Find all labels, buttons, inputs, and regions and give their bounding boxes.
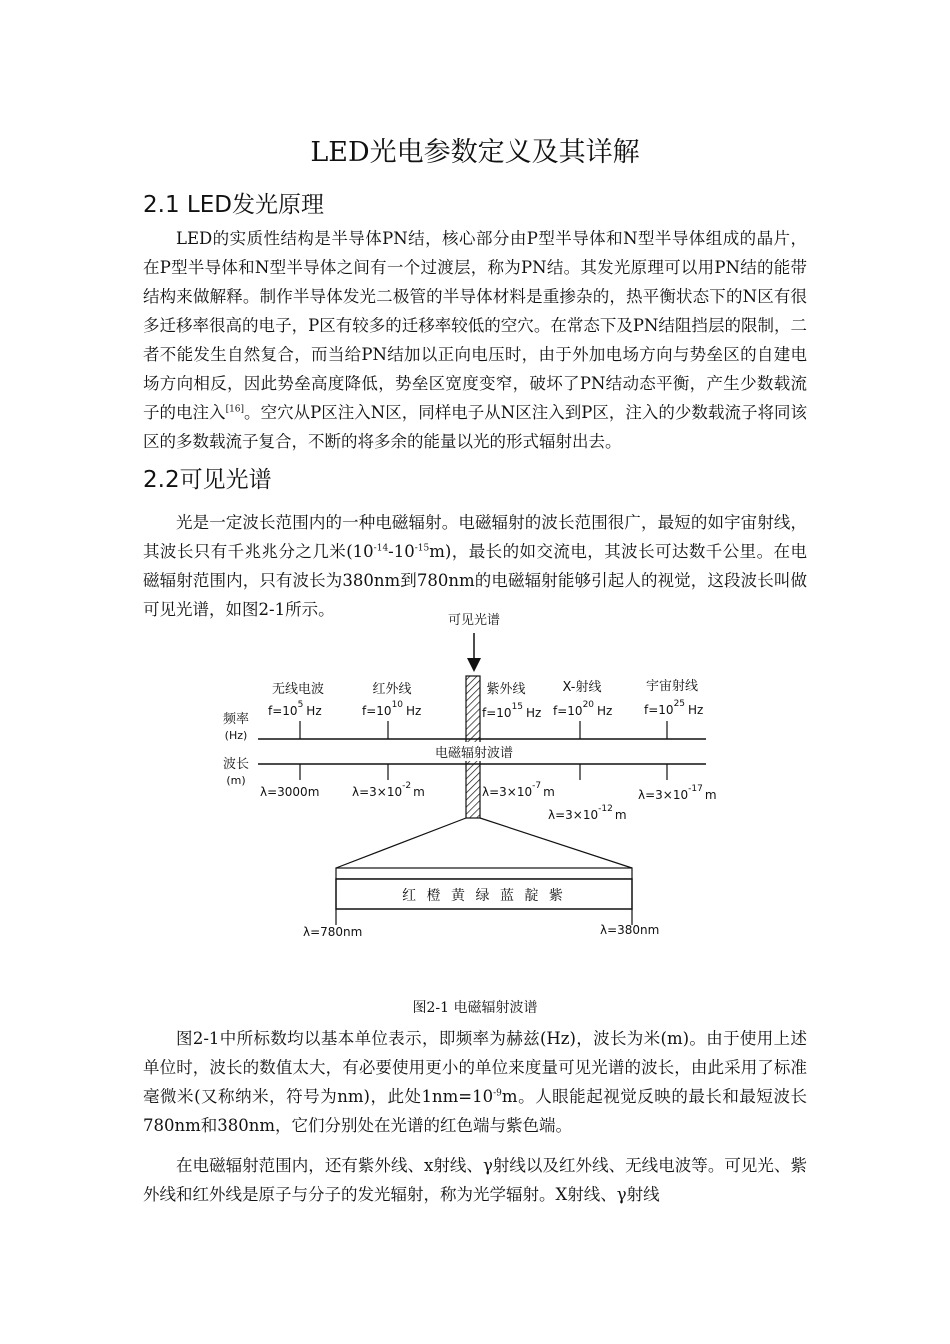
zoom-line-left: [336, 818, 466, 868]
paragraph-text: 图2-1中所标数均以基本单位表示，即频率为赫兹(Hz)，波长为米(m)。由于使用上述单位时，波长的数值太大，有必要使用更小的单位来度量可见光谱的波长，由此采用了标准毫微米(又称纳米，符号为nm)，此处1nm=10: [143, 1029, 807, 1106]
band-name-infrared: 红外线: [372, 682, 412, 697]
freq-label-xray: $f=10^{20}$ Hz: [553, 700, 613, 718]
zoom-line-right: [480, 818, 632, 868]
freq-axis-label: 频率: [222, 712, 250, 727]
band-name-radio: 无线电波: [271, 682, 325, 697]
visible-spectrum-label: 可见光谱: [447, 613, 501, 628]
band-name-cosmic: 宇宙射线: [645, 679, 699, 694]
wavelength-780-label: λ=780nm: [303, 925, 363, 939]
wave-label-xray: $\lambda=3\times 10^{-12}$ m: [548, 804, 627, 822]
exponent: -9: [493, 1088, 502, 1099]
wave-axis-label: 波长: [222, 757, 250, 772]
band-name-ultraviolet: 紫外线: [486, 682, 526, 697]
wave-label-radio: λ=3000m: [260, 785, 320, 799]
wave-label-ultraviolet: $\lambda=3\times 10^{-7}$ m: [482, 781, 555, 799]
section-heading-2-1: 2.1 LED发光原理: [143, 192, 324, 218]
paragraph-text: m)，最长的如交流电，其波长可达数千公里。在电磁辐射范围内，只有波长为380nm到780nm的电磁辐射能够引起人的视觉，这段波长叫做可见光谱，如图2-1所示。: [143, 542, 807, 619]
figure-caption: 图2-1 电磁辐射波谱: [412, 1000, 538, 1016]
freq-label-cosmic: $f=10^{25}$ Hz: [644, 699, 704, 717]
zoom-top-bar: [336, 868, 632, 879]
paragraph-text: m。人眼能起视觉反映的最长和最短波长780nm和380nm，它们分别处在光谱的红色端与紫色端。: [143, 1087, 807, 1135]
freq-label-infrared: $f=10^{10}$ Hz: [362, 700, 422, 718]
citation-ref: [16]: [225, 404, 245, 415]
exponent: -15: [414, 543, 430, 554]
paragraph-text: LED的实质性结构是半导体PN结，核心部分由P型半导体和N型半导体组成的晶片，在P型半导体和N型半导体之间有一个过渡层，称为PN结。其发光原理可以用PN结的能带结构来做解释。制作半导体发光二极管的半导体材料是重掺杂的，热平衡状态下的N区有很多迁移率很高的电子，P区有较多的迁移率较低的空穴。在常态下及PN结阻挡层的限制，二者不能发生自然复合，而当给PN结加以正向电压时，由于外加电场方向与势垒区的自建电场方向相反，因此势垒高度降低，势垒区宽度变窄，破坏了PN结动态平衡，产生少数载流子的电注入: [143, 229, 807, 422]
wave-axis-unit: (m): [226, 774, 246, 787]
arrow-head-icon: [467, 658, 481, 672]
color-sequence-label: 红 橙 黄 绿 蓝 靛 紫: [402, 888, 566, 904]
freq-axis-unit: (Hz): [224, 729, 248, 742]
band-name-xray: X-射线: [562, 680, 602, 695]
paragraph-text: -10: [388, 542, 415, 561]
band-title: 电磁辐射波谱: [434, 746, 514, 761]
wave-label-infrared: $\lambda=3\times 10^{-2}$ m: [352, 781, 425, 799]
paragraph-text: 光是一定波长范围内的一种电磁辐射。电磁辐射的波长范围很广，最短的如宇宙射线，其波长只有千兆兆分之几米(10: [143, 513, 807, 561]
page-title: LED光电参数定义及其详解: [310, 137, 640, 168]
paragraph-units: [143, 1024, 807, 1140]
freq-label-ultraviolet: $f=10^{15}$ Hz: [482, 702, 542, 720]
exponent: -14: [373, 543, 389, 554]
freq-label-radio: $f=10^5$ Hz: [268, 700, 322, 718]
paragraph-radiation-range: 在电磁辐射范围内，还有紫外线、x射线、γ射线以及红外线、无线电波等。可见光、紫外线和红外线是原子与分子的发光辐射，称为光学辐射。X射线、γ射线: [143, 1156, 807, 1204]
paragraph-text: 。空穴从P区注入N区，同样电子从N区注入到P区，注入的少数载流子将同该区的多数载流子复合，不断的将多余的能量以光的形式辐射出去。: [143, 403, 807, 451]
wave-label-cosmic: $\lambda=3\times 10^{-17}$ m: [638, 784, 717, 802]
section-heading-2-2: 2.2可见光谱: [143, 467, 272, 493]
wavelength-380-label: λ=380nm: [600, 923, 660, 937]
